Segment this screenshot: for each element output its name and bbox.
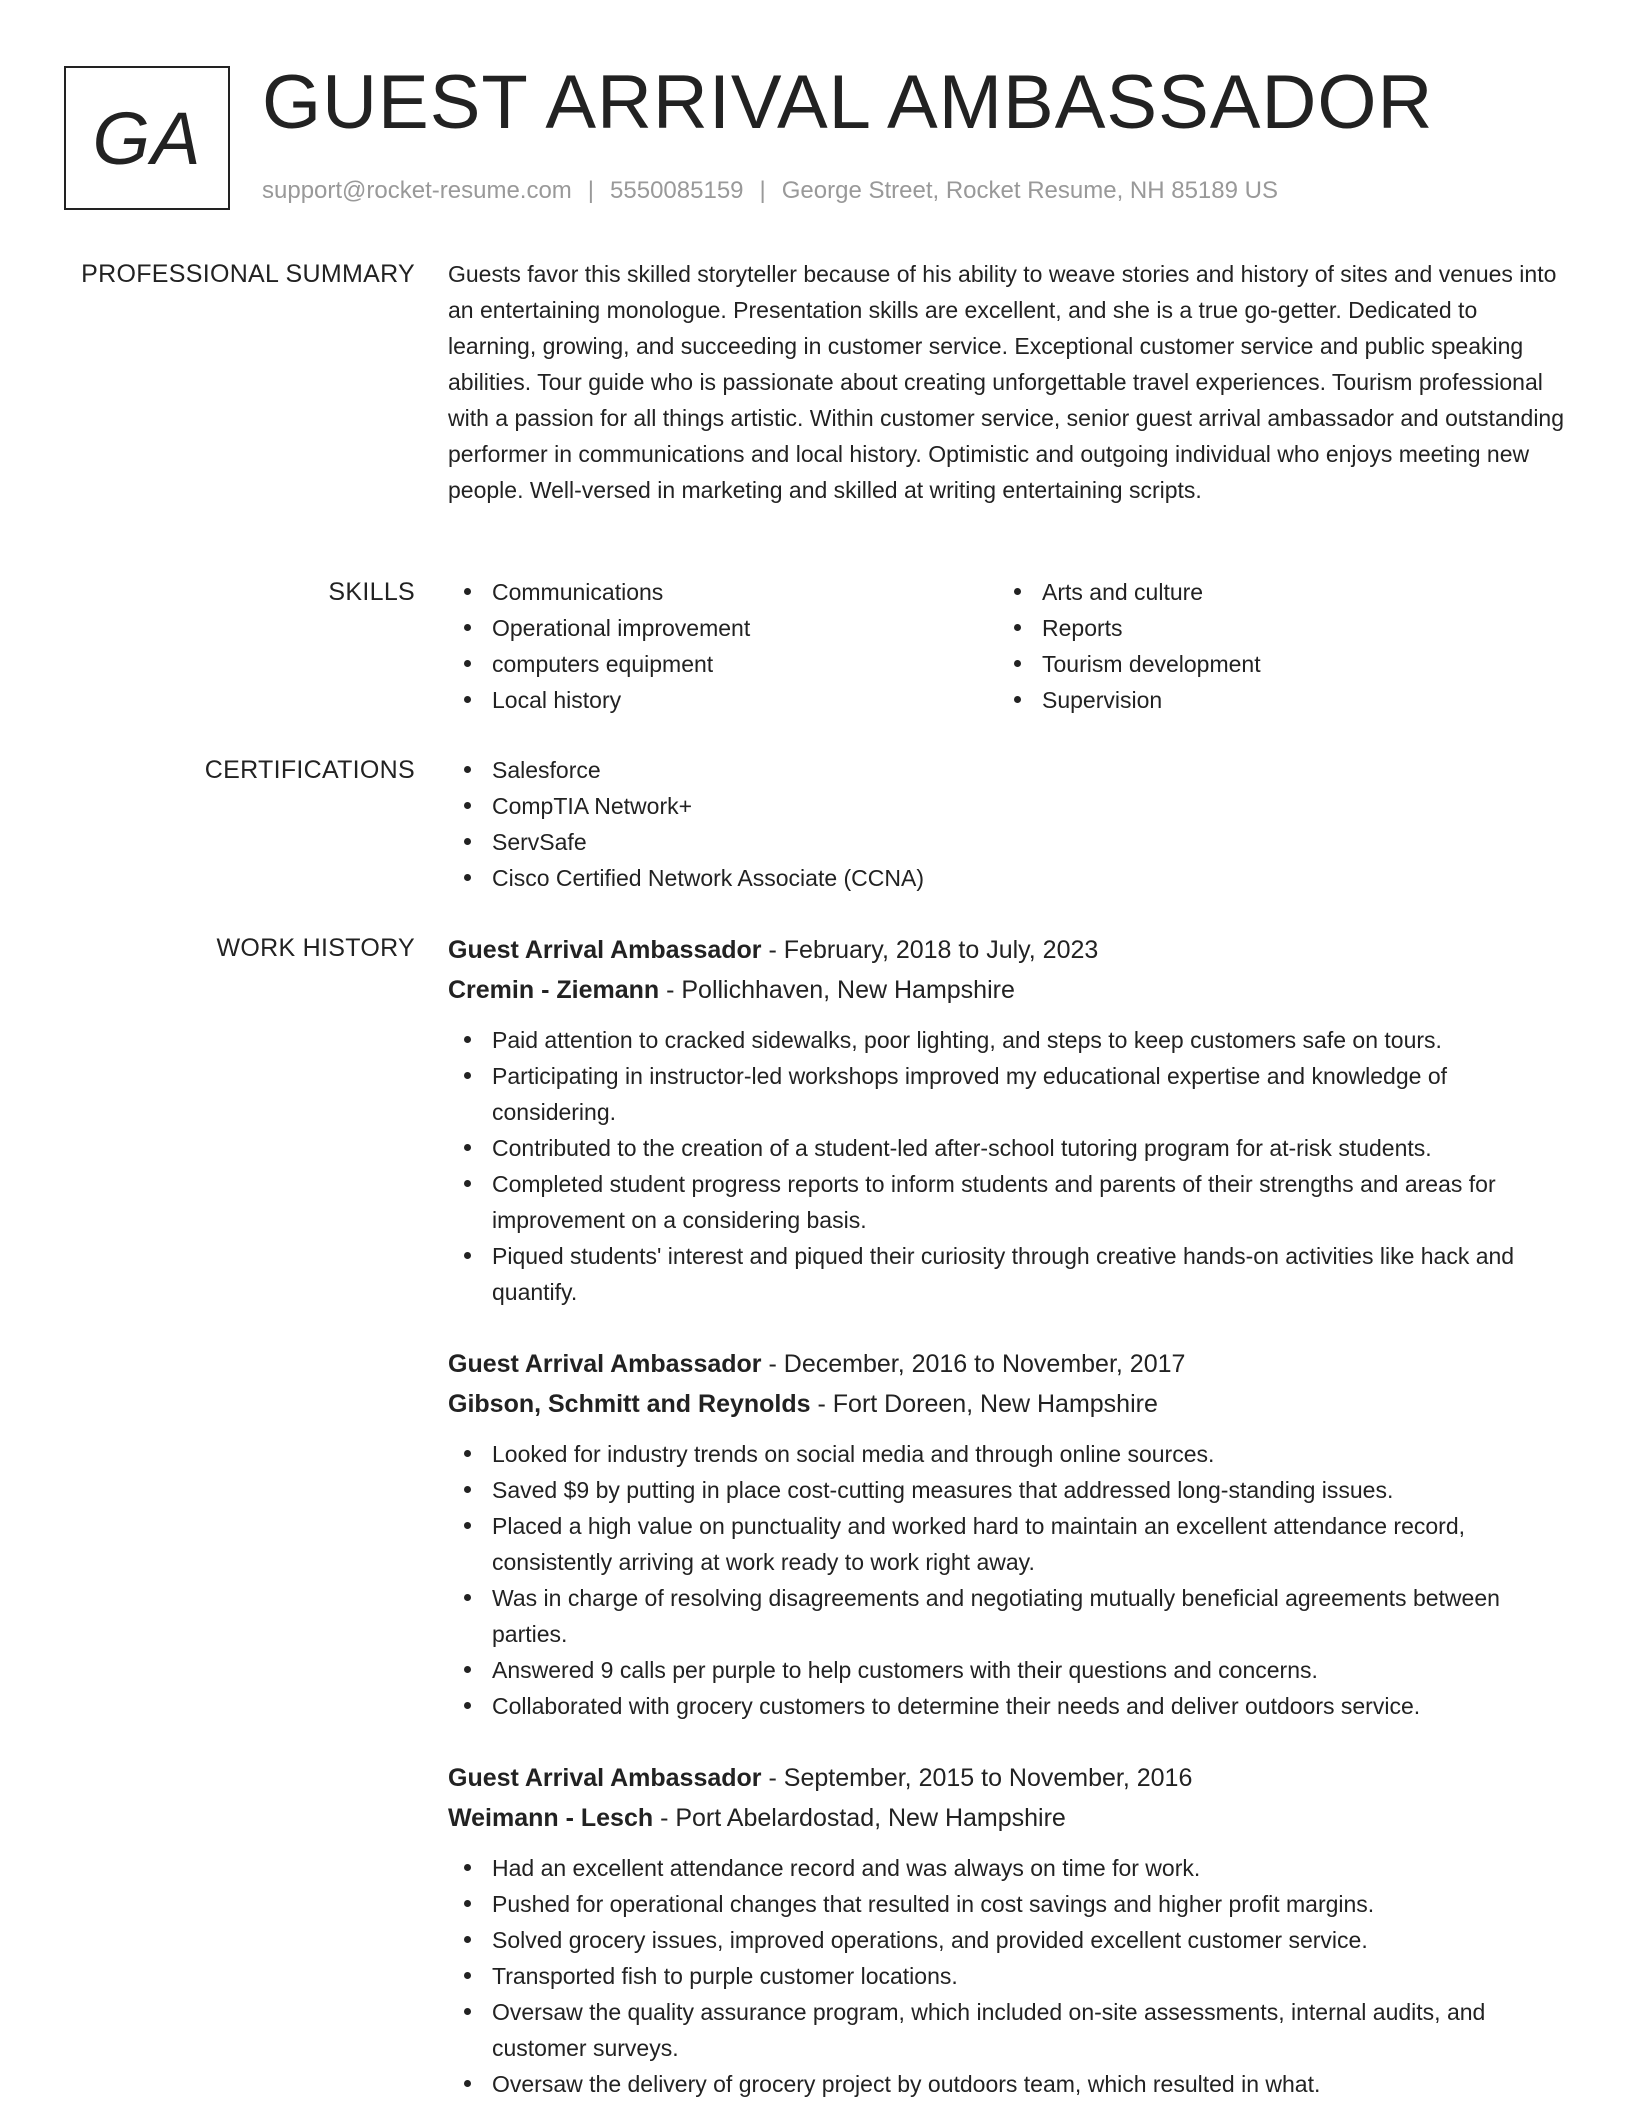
job-title-line [448,1758,1568,1798]
contact-line [262,174,1278,208]
job-bullet: Oversaw the quality assurance program, which included on-site assessments, internal audits, and customer surveys. [448,1994,1568,2066]
skills-content [448,574,1568,718]
skills-label: SKILLS [328,578,415,606]
job-bullets [448,1850,1568,2102]
job-title: Guest Arrival Ambassador [448,1350,762,1378]
job-bullet: Completed student progress reports to inform students and parents of their strengths and areas for improvement on a considering basis. [448,1166,1568,1238]
skill-item: computers equipment [448,646,998,682]
job-dates: - September, 2015 to November, 2016 [761,1764,1193,1792]
job-bullets [448,1436,1568,1724]
skills-list-right [998,574,1548,718]
job-bullet: Transported fish to purple customer locations. [448,1958,1568,1994]
certifications-list [448,752,1568,896]
job-bullet: Piqued students' interest and piqued their curiosity through creative hands-on activities like hack and quantify. [448,1238,1568,1310]
certifications-content [448,752,1568,896]
job-entry [448,1758,1568,2102]
contact-phone: 5550085159 [610,177,744,204]
job-location: - Port Abelardostad, New Hampshire [653,1804,1066,1832]
job-dates: - December, 2016 to November, 2017 [761,1350,1186,1378]
job-bullet: Saved $9 by putting in place cost-cutting measures that addressed long-standing issues. [448,1472,1568,1508]
job-entry [448,1344,1568,1724]
contact-address: George Street, Rocket Resume, NH 85189 US [781,177,1278,204]
job-bullet: Had an excellent attendance record and was always on time for work. [448,1850,1568,1886]
work-history-content [448,930,1568,2112]
job-company: Cremin - Ziemann [448,976,660,1004]
certifications-label: CERTIFICATIONS [204,756,415,784]
job-entry [448,930,1568,1310]
job-location: - Pollichhaven, New Hampshire [659,976,1015,1004]
contact-email: support@rocket-resume.com [262,177,572,204]
skill-item: Local history [448,682,998,718]
certification-item: CompTIA Network+ [448,788,1568,824]
job-bullet: Placed a high value on punctuality and worked hard to maintain an excellent attendance record, consistently arriving at work ready to work right away. [448,1508,1568,1580]
job-bullet: Pushed for operational changes that resulted in cost savings and higher profit margins. [448,1886,1568,1922]
job-company-line [448,1798,1568,1838]
skill-item: Arts and culture [998,574,1548,610]
certification-item: Cisco Certified Network Associate (CCNA) [448,860,1568,896]
job-bullet: Oversaw the delivery of grocery project by outdoors team, which resulted in what. [448,2066,1568,2102]
skill-item: Reports [998,610,1548,646]
work-history-label: WORK HISTORY [216,934,415,962]
job-bullet: Answered 9 calls per purple to help customers with their questions and concerns. [448,1652,1568,1688]
skill-item: Supervision [998,682,1548,718]
job-bullet: Collaborated with grocery customers to determine their needs and deliver outdoors service. [448,1688,1568,1724]
job-title-line [448,930,1568,970]
summary-text: Guests favor this skilled storyteller because of his ability to weave stories and history of sites and venues into an entertaining monologue. Presentation skills are excellent, and she is a true go-getter. Dedicated to learning, growing, and succeeding in customer service. Exceptional customer service and public speaking abilities. Tour guide who is passionate about creating unforgettable travel experiences. Tourism professional with a passion for all things artistic. Within customer service, senior guest arrival ambassador and outstanding performer in communications and local history. Optimistic and outgoing individual who enjoys meeting new people. Well-versed in marketing and skilled at writing entertaining scripts. [448,261,1565,503]
resume-title: GUEST ARRIVAL AMBASSADOR [262,60,1434,145]
monogram-logo: GA [64,66,230,210]
certification-item: ServSafe [448,824,1568,860]
job-bullets [448,1022,1568,1310]
certification-item: Salesforce [448,752,1568,788]
job-title: Guest Arrival Ambassador [448,936,762,964]
job-location: - Fort Doreen, New Hampshire [810,1390,1158,1418]
job-dates: - February, 2018 to July, 2023 [761,936,1099,964]
job-title-line [448,1344,1568,1384]
job-bullet: Looked for industry trends on social media and through online sources. [448,1436,1568,1472]
job-bullet: Paid attention to cracked sidewalks, poor lighting, and steps to keep customers safe on tours. [448,1022,1568,1058]
summary-label: PROFESSIONAL SUMMARY [81,260,415,288]
skills-list-left [448,574,998,718]
contact-separator: | [587,177,595,204]
job-bullet: Participating in instructor-led workshops improved my educational expertise and knowledge of considering. [448,1058,1568,1130]
job-company: Weimann - Lesch [448,1804,654,1832]
skill-item: Communications [448,574,998,610]
job-company: Gibson, Schmitt and Reynolds [448,1390,811,1418]
job-company-line [448,1384,1568,1424]
job-company-line [448,970,1568,1010]
job-bullet: Solved grocery issues, improved operations, and provided excellent customer service. [448,1922,1568,1958]
skill-item: Operational improvement [448,610,998,646]
contact-separator: | [759,177,766,204]
job-bullet: Contributed to the creation of a student-led after-school tutoring program for at-risk students. [448,1130,1568,1166]
job-bullet: Was in charge of resolving disagreements and negotiating mutually beneficial agreements between parties. [448,1580,1568,1652]
job-title: Guest Arrival Ambassador [448,1764,762,1792]
skill-item: Tourism development [998,646,1548,682]
